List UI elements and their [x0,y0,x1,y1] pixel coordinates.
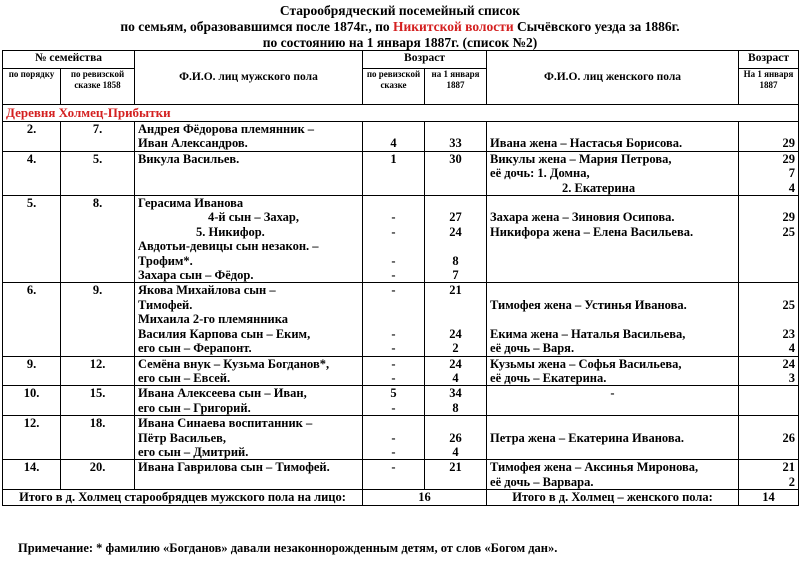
age-jan-cell-line: 21 [449,283,462,298]
female-age-cell-line: 25 [782,224,796,239]
age-revision-cell [363,151,425,195]
female-age-cell-line [742,445,795,459]
order-cell: 14. [3,460,61,490]
age-revision-cell-line: - [391,283,396,298]
age-revision-cell-line: - [391,400,396,415]
female-cell-line [490,312,735,326]
age-revision-cell-line: - [391,341,396,356]
female-cell-line: Кузьмы жена – Софья Васильева, [490,356,682,371]
female-cell-line [490,239,735,253]
female-cell [487,151,739,195]
age-jan-cell-line: 8 [452,253,459,268]
age-jan-cell-line [428,312,483,326]
header-age: Возраст [363,51,487,69]
female-cell-line: - [610,386,615,401]
age-revision-cell-line: - [391,444,396,459]
female-age-cell-line [742,239,795,253]
header-female-age-jan: На 1 января 1887 [739,69,799,105]
female-cell [487,356,739,386]
female-cell-line [490,283,735,297]
age-revision-cell [363,283,425,356]
male-cell [135,196,363,283]
table-row [3,386,799,416]
title-line-2 [0,19,800,35]
female-age-cell-line: 29 [782,151,796,166]
order-cell: 4. [3,151,61,195]
age-jan-cell-line: 21 [449,460,462,475]
age-jan-cell [425,283,487,356]
age-revision-cell [363,196,425,283]
age-revision-cell [363,416,425,460]
female-cell-line: её дочь – Варвара. [490,474,594,489]
total-male-value: 16 [363,490,487,505]
female-cell-line: Тимофея жена – Устинья Иванова. [490,297,687,312]
female-cell [487,196,739,283]
age-revision-cell-line: - [391,460,396,475]
header-male-fio: Ф.И.О. лиц мужского пола [135,51,363,105]
male-cell-line: Захара сын – Фёдор. [138,268,254,283]
female-cell-line: её дочь – Варя. [490,341,575,356]
female-age-cell-line [742,254,795,268]
age-jan-cell-line: 24 [449,326,462,341]
age-revision-cell [363,122,425,152]
revision-no-cell: 15. [61,386,135,416]
age-revision-cell-line [366,312,421,326]
female-age-cell-line: 25 [782,297,796,312]
male-cell-line: Ивана Гаврилова сын – Тимофей. [138,460,330,475]
female-age-cell-line [742,386,795,400]
age-jan-cell-line: 33 [449,136,462,151]
male-cell-line: 5. Никифор. [196,224,265,239]
female-cell [487,283,739,356]
total-male-label: Итого в д. Холмец старообрядцев мужского пола на лицо: [3,490,363,505]
age-revision-cell-line [366,416,421,430]
age-revision-cell [363,386,425,416]
age-jan-cell-line [428,122,483,136]
female-cell-line: её дочь – Екатерина. [490,370,607,385]
female-cell-line [490,268,735,282]
table-row [3,122,799,152]
female-cell-line: Тимофея жена – Аксинья Миронова, [490,460,699,475]
age-jan-cell-line: 2 [452,341,459,356]
female-age-cell [739,122,799,152]
age-jan-cell-line: 24 [449,224,462,239]
female-cell-line: Петра жена – Екатерина Иванова. [490,430,684,445]
age-jan-cell-line: 34 [449,386,462,401]
female-cell-line: 2. Екатерина [562,180,636,195]
total-row [3,490,799,505]
female-cell-line: Ивана жена – Настасья Борисова. [490,136,683,151]
header-female-age: Возраст [739,51,799,69]
title-line-2-a: по семьям, образовавшимся после 1874г., по [120,19,393,34]
age-revision-cell-line: 4 [390,136,397,151]
revision-no-cell: 5. [61,151,135,195]
age-revision-cell-line: - [391,356,396,371]
female-cell-line [490,401,735,415]
age-revision-cell-line [366,122,421,136]
female-age-cell [739,386,799,416]
female-cell-line [490,445,735,459]
age-revision-cell-line: - [391,370,396,385]
male-cell-line: Михаила 2-го племянника [138,312,288,327]
age-jan-cell-line: 7 [452,268,459,283]
male-cell-line [138,475,359,489]
male-cell [135,416,363,460]
age-jan-cell [425,416,487,460]
male-cell [135,283,363,356]
header-age-jan: на 1 января 1887 [425,69,487,105]
female-age-cell [739,460,799,490]
order-cell: 6. [3,283,61,356]
female-age-cell-line: 24 [782,356,796,371]
male-cell [135,386,363,416]
revision-no-cell: 18. [61,416,135,460]
order-cell: 9. [3,356,61,386]
age-jan-cell [425,151,487,195]
age-revision-cell-line: - [391,253,396,268]
female-cell-line: Екима жена – Наталья Васильева, [490,326,686,341]
male-cell-line: его сын – Евсей. [138,370,231,385]
revision-no-cell: 8. [61,196,135,283]
male-cell-line: его сын – Ферапонт. [138,341,252,356]
total-female-value: 14 [739,490,799,505]
total-female-label: Итого в д. Холмец – женского пола: [487,490,739,505]
male-cell-line: Авдотьи-девицы сын незакон. – [138,239,319,254]
age-jan-cell [425,386,487,416]
header-by-order: по порядку [3,69,61,105]
table-row [3,283,799,356]
female-age-cell-line [742,196,795,210]
female-age-cell-line [742,416,795,430]
female-age-cell-line [742,122,795,136]
male-cell-line: Ивана Алексеева сын – Иван, [138,386,307,401]
title-line-2-b: Сычёвского уезда за 1886г. [513,19,680,34]
age-revision-cell-line [366,475,421,489]
male-cell-line: Якова Михайлова сын – [138,283,276,298]
female-age-cell-line: 26 [782,430,796,445]
female-age-cell [739,356,799,386]
female-age-cell-line: 4 [788,180,796,195]
revision-no-cell: 12. [61,356,135,386]
age-jan-cell [425,122,487,152]
age-revision-cell-line: - [391,210,396,225]
female-age-cell-line [742,312,795,326]
female-age-cell [739,196,799,283]
revision-no-cell: 9. [61,283,135,356]
age-jan-cell-line: 8 [452,400,459,415]
female-age-cell-line [742,268,795,282]
age-revision-cell-line [366,239,421,253]
header-family-no: № семейства [3,51,135,69]
header-female-fio: Ф.И.О. лиц женского пола [487,51,739,105]
header-by-revision: по ревизской сказке 1858 [61,69,135,105]
age-revision-cell-line: - [391,268,396,283]
table-row [3,356,799,386]
age-jan-cell-line [428,416,483,430]
age-jan-cell-line: 27 [449,210,462,225]
female-cell [487,386,739,416]
revision-no-cell: 7. [61,122,135,152]
age-jan-cell-line [428,196,483,210]
male-cell [135,151,363,195]
title-line-3: по состоянию на 1 января 1887г. (список №2) [262,35,538,50]
male-cell-line: Семёна внук – Кузьма Богданов*, [138,356,330,371]
age-jan-cell [425,356,487,386]
age-jan-cell-line: 4 [452,444,459,459]
age-jan-cell-line: 4 [452,370,459,385]
female-cell-line: Никифора жена – Елена Васильева. [490,224,694,239]
age-jan-cell [425,460,487,490]
female-age-cell-line [742,401,795,415]
table-row [3,460,799,490]
female-age-cell [739,416,799,460]
female-cell-line: её дочь: 1. Домна, [490,166,590,181]
age-revision-cell [363,356,425,386]
male-cell-line: Тимофей. [138,297,193,312]
table-row [3,151,799,195]
age-jan-cell-line: 24 [449,356,462,371]
male-cell [135,356,363,386]
age-jan-cell [425,196,487,283]
order-cell: 2. [3,122,61,152]
male-cell-line: Пётр Васильев, [138,430,227,445]
age-jan-cell-line: 26 [449,430,462,445]
female-age-cell-line: 23 [782,326,796,341]
female-cell [487,460,739,490]
age-revision-cell-line [366,298,421,312]
female-age-cell-line: 7 [788,166,796,181]
male-cell-line: Иван Александров. [138,136,248,151]
order-cell: 12. [3,416,61,460]
male-cell-line: его сын – Григорий. [138,400,251,415]
age-jan-cell-line [428,298,483,312]
male-cell [135,122,363,152]
male-cell-line: 4-й сын – Захар, [208,210,300,225]
female-cell-line [490,254,735,268]
table-row [3,196,799,283]
female-age-cell-line: 2 [788,474,796,489]
female-age-cell-line: 29 [782,136,796,151]
male-cell [135,460,363,490]
female-cell-line: Захара жена – Зиновия Осипова. [490,210,675,225]
footnote: Примечание: * фамилию «Богданов» давали незаконнорожденным детям, от слов «Богом дан». [18,541,558,555]
female-cell-line [490,196,735,210]
age-revision-cell-line: 1 [390,151,397,166]
order-cell: 5. [3,196,61,283]
male-cell-line: Василия Карпова сын – Еким, [138,326,311,341]
female-cell [487,416,739,460]
age-revision-cell-line [366,196,421,210]
female-cell-line [490,416,735,430]
order-cell: 10. [3,386,61,416]
male-cell-line: Андрея Фёдорова племянник – [138,122,315,136]
female-age-cell-line [742,283,795,297]
female-cell-line: Викулы жена – Мария Петрова, [490,151,672,166]
female-age-cell [739,151,799,195]
age-jan-cell-line [428,475,483,489]
age-revision-cell-line: - [391,224,396,239]
revision-no-cell: 20. [61,460,135,490]
age-revision-cell-line: 5 [390,386,397,401]
male-cell-line: Ивана Синаева воспитанник – [138,416,313,431]
village-name: Деревня Холмец-Прибытки [3,105,799,122]
female-age-cell-line: 3 [788,370,796,385]
title-line-2-red: Никитской волости [393,19,514,34]
female-age-cell-line: 21 [782,460,796,475]
female-age-cell-line: 4 [788,341,796,356]
female-age-cell-line: 29 [782,210,796,225]
age-jan-cell-line: 30 [449,151,462,166]
table-row [3,416,799,460]
female-cell-line [490,122,735,136]
male-cell-line: Викула Васильев. [138,151,240,166]
age-jan-cell-line [428,239,483,253]
female-cell [487,122,739,152]
male-cell-line: Трофим*. [138,253,193,268]
header-age-revision: по ревизской сказке [363,69,425,105]
male-cell-line: его сын – Дмитрий. [138,444,249,459]
age-revision-cell-line: - [391,430,396,445]
title-line-1: Старообрядческий посемейный список [279,3,521,18]
census-table [2,50,799,506]
age-revision-cell-line: - [391,326,396,341]
male-cell-line: Герасима Иванова [138,196,244,211]
female-age-cell [739,283,799,356]
age-revision-cell [363,460,425,490]
